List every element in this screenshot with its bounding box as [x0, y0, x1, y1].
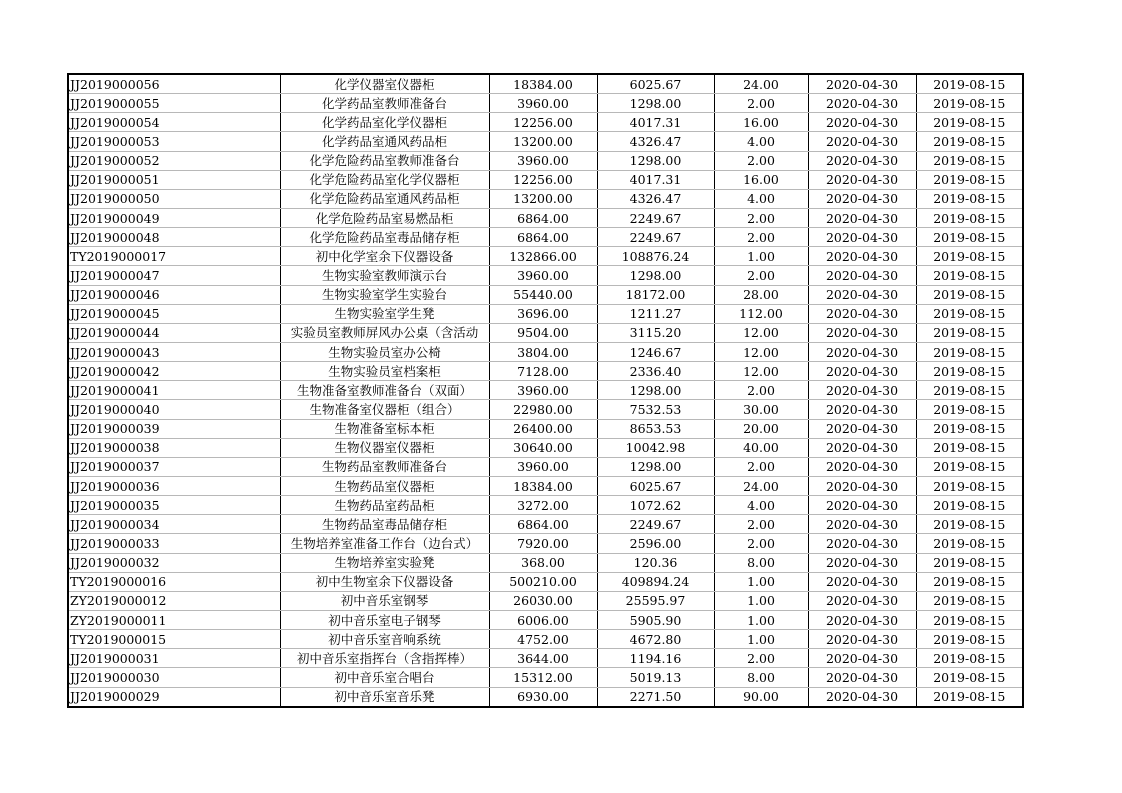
asset-name-cell: 初中音乐室钢琴	[280, 591, 489, 610]
net-value-cell: 25595.97	[597, 591, 714, 610]
asset-code-cell: JJ2019000038	[68, 438, 280, 457]
asset-name-cell: 化学仪器室仪器柜	[280, 74, 489, 94]
original-value-cell: 30640.00	[489, 438, 597, 457]
net-value-cell: 1298.00	[597, 94, 714, 113]
quantity-cell: 4.00	[714, 132, 808, 151]
quantity-cell: 112.00	[714, 304, 808, 323]
asset-name-cell: 生物药品室教师准备台	[280, 457, 489, 476]
asset-name-cell: 初中音乐室电子钢琴	[280, 610, 489, 629]
original-value-cell: 6006.00	[489, 610, 597, 629]
asset-name-cell: 化学危险药品室毒品储存柜	[280, 228, 489, 247]
original-value-cell: 6930.00	[489, 687, 597, 707]
acquired-date-cell: 2019-08-15	[916, 74, 1023, 94]
net-value-cell: 3115.20	[597, 323, 714, 342]
asset-name-cell: 生物实验员室办公椅	[280, 342, 489, 361]
acquired-date-cell: 2019-08-15	[916, 553, 1023, 572]
net-value-cell: 1211.27	[597, 304, 714, 323]
asset-table-body	[68, 74, 1023, 707]
net-value-cell: 1298.00	[597, 151, 714, 170]
date-cell: 2020-04-30	[808, 400, 916, 419]
net-value-cell: 4326.47	[597, 189, 714, 208]
acquired-date-cell: 2019-08-15	[916, 228, 1023, 247]
table-row	[68, 630, 1023, 649]
asset-code-cell: JJ2019000052	[68, 151, 280, 170]
net-value-cell: 4017.31	[597, 170, 714, 189]
table-row	[68, 610, 1023, 629]
table-row	[68, 74, 1023, 94]
original-value-cell: 12256.00	[489, 170, 597, 189]
asset-name-cell: 化学危险药品室易燃品柜	[280, 208, 489, 227]
date-cell: 2020-04-30	[808, 74, 916, 94]
table-row	[68, 419, 1023, 438]
date-cell: 2020-04-30	[808, 591, 916, 610]
table-row	[68, 170, 1023, 189]
quantity-cell: 8.00	[714, 668, 808, 687]
date-cell: 2020-04-30	[808, 649, 916, 668]
acquired-date-cell: 2019-08-15	[916, 247, 1023, 266]
date-cell: 2020-04-30	[808, 630, 916, 649]
date-cell: 2020-04-30	[808, 515, 916, 534]
date-cell: 2020-04-30	[808, 323, 916, 342]
asset-code-cell: JJ2019000037	[68, 457, 280, 476]
quantity-cell: 2.00	[714, 266, 808, 285]
asset-name-cell: 初中化学室余下仪器设备	[280, 247, 489, 266]
original-value-cell: 18384.00	[489, 476, 597, 495]
table-row	[68, 208, 1023, 227]
asset-code-cell: JJ2019000042	[68, 362, 280, 381]
asset-name-cell: 初中音乐室指挥台（含指挥棒）	[280, 649, 489, 668]
asset-code-cell: JJ2019000035	[68, 496, 280, 515]
net-value-cell: 10042.98	[597, 438, 714, 457]
table-row	[68, 591, 1023, 610]
asset-code-cell: JJ2019000034	[68, 515, 280, 534]
asset-code-cell: JJ2019000040	[68, 400, 280, 419]
acquired-date-cell: 2019-08-15	[916, 400, 1023, 419]
quantity-cell: 20.00	[714, 419, 808, 438]
original-value-cell: 3960.00	[489, 266, 597, 285]
acquired-date-cell: 2019-08-15	[916, 515, 1023, 534]
original-value-cell: 3960.00	[489, 94, 597, 113]
acquired-date-cell: 2019-08-15	[916, 285, 1023, 304]
table-row	[68, 381, 1023, 400]
net-value-cell: 7532.53	[597, 400, 714, 419]
net-value-cell: 18172.00	[597, 285, 714, 304]
net-value-cell: 4326.47	[597, 132, 714, 151]
date-cell: 2020-04-30	[808, 208, 916, 227]
original-value-cell: 3804.00	[489, 342, 597, 361]
asset-code-cell: JJ2019000046	[68, 285, 280, 304]
original-value-cell: 6864.00	[489, 515, 597, 534]
asset-code-cell: JJ2019000050	[68, 189, 280, 208]
asset-name-cell: 生物培养室准备工作台（边台式）	[280, 534, 489, 553]
acquired-date-cell: 2019-08-15	[916, 419, 1023, 438]
asset-name-cell: 化学药品室教师准备台	[280, 94, 489, 113]
asset-name-cell: 初中音乐室音响系统	[280, 630, 489, 649]
date-cell: 2020-04-30	[808, 419, 916, 438]
asset-code-cell: JJ2019000043	[68, 342, 280, 361]
net-value-cell: 120.36	[597, 553, 714, 572]
original-value-cell: 12256.00	[489, 113, 597, 132]
quantity-cell: 28.00	[714, 285, 808, 304]
asset-code-cell: JJ2019000047	[68, 266, 280, 285]
date-cell: 2020-04-30	[808, 113, 916, 132]
asset-name-cell: 实验员室教师屏风办公桌（含活动	[280, 323, 489, 342]
asset-code-cell: TY2019000017	[68, 247, 280, 266]
date-cell: 2020-04-30	[808, 496, 916, 515]
asset-code-cell: JJ2019000055	[68, 94, 280, 113]
quantity-cell: 24.00	[714, 476, 808, 495]
asset-name-cell: 生物培养室实验凳	[280, 553, 489, 572]
table-row	[68, 668, 1023, 687]
quantity-cell: 2.00	[714, 649, 808, 668]
acquired-date-cell: 2019-08-15	[916, 342, 1023, 361]
acquired-date-cell: 2019-08-15	[916, 208, 1023, 227]
table-row	[68, 476, 1023, 495]
original-value-cell: 3960.00	[489, 457, 597, 476]
quantity-cell: 24.00	[714, 74, 808, 94]
acquired-date-cell: 2019-08-15	[916, 630, 1023, 649]
quantity-cell: 2.00	[714, 515, 808, 534]
original-value-cell: 55440.00	[489, 285, 597, 304]
asset-name-cell: 初中音乐室合唱台	[280, 668, 489, 687]
original-value-cell: 3272.00	[489, 496, 597, 515]
acquired-date-cell: 2019-08-15	[916, 304, 1023, 323]
date-cell: 2020-04-30	[808, 362, 916, 381]
date-cell: 2020-04-30	[808, 438, 916, 457]
date-cell: 2020-04-30	[808, 534, 916, 553]
net-value-cell: 8653.53	[597, 419, 714, 438]
net-value-cell: 2596.00	[597, 534, 714, 553]
acquired-date-cell: 2019-08-15	[916, 496, 1023, 515]
quantity-cell: 12.00	[714, 323, 808, 342]
net-value-cell: 2271.50	[597, 687, 714, 707]
table-row	[68, 534, 1023, 553]
asset-code-cell: JJ2019000053	[68, 132, 280, 151]
quantity-cell: 4.00	[714, 496, 808, 515]
original-value-cell: 500210.00	[489, 572, 597, 591]
net-value-cell: 1072.62	[597, 496, 714, 515]
net-value-cell: 1246.67	[597, 342, 714, 361]
asset-name-cell: 生物实验室教师演示台	[280, 266, 489, 285]
table-row	[68, 189, 1023, 208]
original-value-cell: 3960.00	[489, 381, 597, 400]
acquired-date-cell: 2019-08-15	[916, 687, 1023, 707]
asset-code-cell: JJ2019000031	[68, 649, 280, 668]
acquired-date-cell: 2019-08-15	[916, 132, 1023, 151]
table-row	[68, 687, 1023, 707]
date-cell: 2020-04-30	[808, 228, 916, 247]
quantity-cell: 40.00	[714, 438, 808, 457]
date-cell: 2020-04-30	[808, 132, 916, 151]
asset-code-cell: JJ2019000032	[68, 553, 280, 572]
original-value-cell: 6864.00	[489, 208, 597, 227]
net-value-cell: 6025.67	[597, 476, 714, 495]
table-row	[68, 247, 1023, 266]
table-row	[68, 649, 1023, 668]
date-cell: 2020-04-30	[808, 304, 916, 323]
original-value-cell: 3644.00	[489, 649, 597, 668]
acquired-date-cell: 2019-08-15	[916, 476, 1023, 495]
asset-code-cell: ZY2019000011	[68, 610, 280, 629]
asset-code-cell: ZY2019000012	[68, 591, 280, 610]
asset-code-cell: JJ2019000051	[68, 170, 280, 189]
acquired-date-cell: 2019-08-15	[916, 591, 1023, 610]
original-value-cell: 22980.00	[489, 400, 597, 419]
original-value-cell: 6864.00	[489, 228, 597, 247]
date-cell: 2020-04-30	[808, 151, 916, 170]
acquired-date-cell: 2019-08-15	[916, 534, 1023, 553]
asset-code-cell: JJ2019000054	[68, 113, 280, 132]
asset-code-cell: JJ2019000036	[68, 476, 280, 495]
table-row	[68, 94, 1023, 113]
quantity-cell: 12.00	[714, 362, 808, 381]
quantity-cell: 2.00	[714, 534, 808, 553]
asset-table	[67, 73, 1024, 708]
quantity-cell: 2.00	[714, 208, 808, 227]
asset-code-cell: TY2019000016	[68, 572, 280, 591]
net-value-cell: 2336.40	[597, 362, 714, 381]
acquired-date-cell: 2019-08-15	[916, 323, 1023, 342]
table-row	[68, 362, 1023, 381]
net-value-cell: 6025.67	[597, 74, 714, 94]
net-value-cell: 5905.90	[597, 610, 714, 629]
net-value-cell: 409894.24	[597, 572, 714, 591]
table-row	[68, 132, 1023, 151]
net-value-cell: 5019.13	[597, 668, 714, 687]
asset-name-cell: 生物药品室仪器柜	[280, 476, 489, 495]
asset-name-cell: 化学危险药品室通风药品柜	[280, 189, 489, 208]
original-value-cell: 26030.00	[489, 591, 597, 610]
net-value-cell: 1298.00	[597, 381, 714, 400]
asset-name-cell: 生物药品室毒品储存柜	[280, 515, 489, 534]
table-row	[68, 342, 1023, 361]
net-value-cell: 1298.00	[597, 266, 714, 285]
asset-name-cell: 生物仪器室仪器柜	[280, 438, 489, 457]
acquired-date-cell: 2019-08-15	[916, 266, 1023, 285]
date-cell: 2020-04-30	[808, 457, 916, 476]
acquired-date-cell: 2019-08-15	[916, 170, 1023, 189]
table-row	[68, 228, 1023, 247]
date-cell: 2020-04-30	[808, 572, 916, 591]
quantity-cell: 1.00	[714, 572, 808, 591]
date-cell: 2020-04-30	[808, 266, 916, 285]
asset-name-cell: 生物准备室标本柜	[280, 419, 489, 438]
original-value-cell: 3960.00	[489, 151, 597, 170]
original-value-cell: 368.00	[489, 553, 597, 572]
date-cell: 2020-04-30	[808, 285, 916, 304]
asset-name-cell: 化学药品室化学仪器柜	[280, 113, 489, 132]
asset-code-cell: JJ2019000030	[68, 668, 280, 687]
acquired-date-cell: 2019-08-15	[916, 189, 1023, 208]
quantity-cell: 2.00	[714, 457, 808, 476]
quantity-cell: 90.00	[714, 687, 808, 707]
asset-code-cell: JJ2019000045	[68, 304, 280, 323]
acquired-date-cell: 2019-08-15	[916, 457, 1023, 476]
asset-name-cell: 化学危险药品室化学仪器柜	[280, 170, 489, 189]
quantity-cell: 1.00	[714, 630, 808, 649]
table-row	[68, 285, 1023, 304]
original-value-cell: 18384.00	[489, 74, 597, 94]
table-row	[68, 400, 1023, 419]
asset-code-cell: JJ2019000049	[68, 208, 280, 227]
asset-name-cell: 生物准备室仪器柜（组合）	[280, 400, 489, 419]
original-value-cell: 4752.00	[489, 630, 597, 649]
asset-name-cell: 生物实验室学生凳	[280, 304, 489, 323]
table-row	[68, 323, 1023, 342]
net-value-cell: 4672.80	[597, 630, 714, 649]
net-value-cell: 2249.67	[597, 208, 714, 227]
asset-name-cell: 生物实验室学生实验台	[280, 285, 489, 304]
asset-name-cell: 生物药品室药品柜	[280, 496, 489, 515]
asset-code-cell: JJ2019000033	[68, 534, 280, 553]
net-value-cell: 108876.24	[597, 247, 714, 266]
table-row	[68, 572, 1023, 591]
original-value-cell: 26400.00	[489, 419, 597, 438]
acquired-date-cell: 2019-08-15	[916, 649, 1023, 668]
acquired-date-cell: 2019-08-15	[916, 610, 1023, 629]
asset-name-cell: 化学危险药品室教师准备台	[280, 151, 489, 170]
quantity-cell: 30.00	[714, 400, 808, 419]
asset-name-cell: 初中音乐室音乐凳	[280, 687, 489, 707]
net-value-cell: 1194.16	[597, 649, 714, 668]
original-value-cell: 9504.00	[489, 323, 597, 342]
quantity-cell: 4.00	[714, 189, 808, 208]
quantity-cell: 1.00	[714, 247, 808, 266]
quantity-cell: 8.00	[714, 553, 808, 572]
acquired-date-cell: 2019-08-15	[916, 94, 1023, 113]
original-value-cell: 7920.00	[489, 534, 597, 553]
table-row	[68, 438, 1023, 457]
acquired-date-cell: 2019-08-15	[916, 362, 1023, 381]
quantity-cell: 12.00	[714, 342, 808, 361]
acquired-date-cell: 2019-08-15	[916, 438, 1023, 457]
table-row	[68, 496, 1023, 515]
asset-code-cell: JJ2019000044	[68, 323, 280, 342]
original-value-cell: 132866.00	[489, 247, 597, 266]
table-row	[68, 266, 1023, 285]
original-value-cell: 3696.00	[489, 304, 597, 323]
asset-name-cell: 生物准备室教师准备台（双面）	[280, 381, 489, 400]
asset-code-cell: JJ2019000029	[68, 687, 280, 707]
original-value-cell: 7128.00	[489, 362, 597, 381]
quantity-cell: 2.00	[714, 381, 808, 400]
quantity-cell: 2.00	[714, 151, 808, 170]
date-cell: 2020-04-30	[808, 247, 916, 266]
acquired-date-cell: 2019-08-15	[916, 668, 1023, 687]
quantity-cell: 1.00	[714, 591, 808, 610]
net-value-cell: 2249.67	[597, 228, 714, 247]
table-row	[68, 515, 1023, 534]
table-row	[68, 553, 1023, 572]
original-value-cell: 13200.00	[489, 189, 597, 208]
asset-code-cell: JJ2019000039	[68, 419, 280, 438]
net-value-cell: 4017.31	[597, 113, 714, 132]
date-cell: 2020-04-30	[808, 189, 916, 208]
asset-name-cell: 化学药品室通风药品柜	[280, 132, 489, 151]
date-cell: 2020-04-30	[808, 381, 916, 400]
net-value-cell: 1298.00	[597, 457, 714, 476]
original-value-cell: 15312.00	[489, 668, 597, 687]
asset-code-cell: JJ2019000041	[68, 381, 280, 400]
quantity-cell: 2.00	[714, 94, 808, 113]
date-cell: 2020-04-30	[808, 476, 916, 495]
asset-name-cell: 生物实验员室档案柜	[280, 362, 489, 381]
table-row	[68, 304, 1023, 323]
date-cell: 2020-04-30	[808, 170, 916, 189]
asset-code-cell: JJ2019000056	[68, 74, 280, 94]
acquired-date-cell: 2019-08-15	[916, 151, 1023, 170]
asset-code-cell: JJ2019000048	[68, 228, 280, 247]
acquired-date-cell: 2019-08-15	[916, 113, 1023, 132]
acquired-date-cell: 2019-08-15	[916, 381, 1023, 400]
date-cell: 2020-04-30	[808, 553, 916, 572]
asset-code-cell: TY2019000015	[68, 630, 280, 649]
original-value-cell: 13200.00	[489, 132, 597, 151]
date-cell: 2020-04-30	[808, 342, 916, 361]
date-cell: 2020-04-30	[808, 668, 916, 687]
quantity-cell: 16.00	[714, 170, 808, 189]
date-cell: 2020-04-30	[808, 687, 916, 707]
table-row	[68, 457, 1023, 476]
quantity-cell: 1.00	[714, 610, 808, 629]
quantity-cell: 2.00	[714, 228, 808, 247]
date-cell: 2020-04-30	[808, 610, 916, 629]
quantity-cell: 16.00	[714, 113, 808, 132]
acquired-date-cell: 2019-08-15	[916, 572, 1023, 591]
table-row	[68, 151, 1023, 170]
date-cell: 2020-04-30	[808, 94, 916, 113]
table-row	[68, 113, 1023, 132]
net-value-cell: 2249.67	[597, 515, 714, 534]
asset-name-cell: 初中生物室余下仪器设备	[280, 572, 489, 591]
